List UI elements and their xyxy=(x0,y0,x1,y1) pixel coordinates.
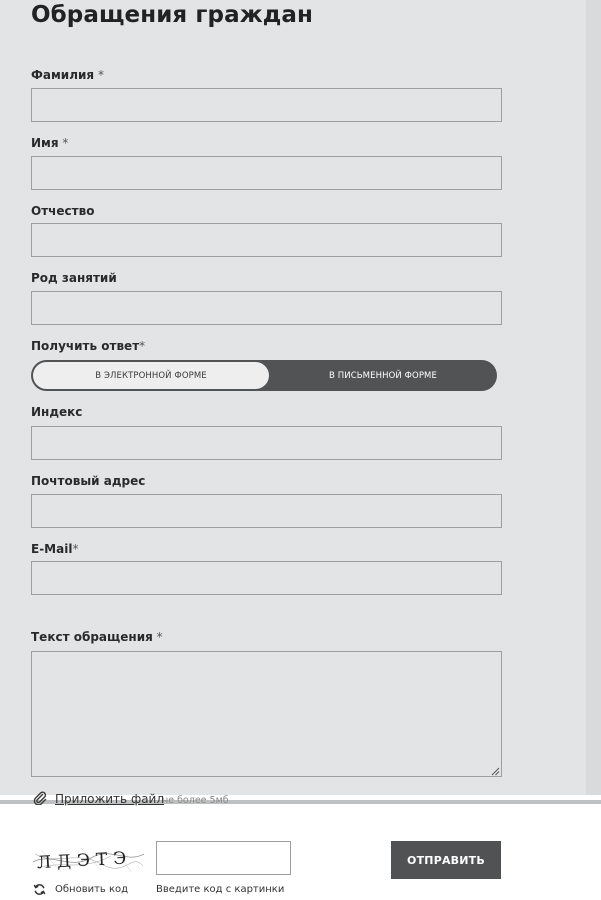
page-scroll-track xyxy=(586,0,601,795)
captcha-code-input[interactable] xyxy=(156,841,291,875)
resize-grip-icon[interactable] xyxy=(490,766,500,776)
email-input[interactable] xyxy=(31,561,502,595)
message-label: Текст обращения * xyxy=(31,630,163,644)
reply-method-toggle xyxy=(31,360,497,391)
submit-button[interactable]: ОТПРАВИТЬ xyxy=(391,841,501,879)
refresh-captcha-link[interactable]: Обновить код xyxy=(55,884,129,895)
patronymic-input[interactable] xyxy=(31,223,502,257)
occupation-input[interactable] xyxy=(31,291,502,325)
page-title: Обращения граждан xyxy=(31,2,313,28)
file-size-limit: не более 5мб xyxy=(162,795,229,806)
reply-electronic-option[interactable]: В ЭЛЕКТРОННОЙ ФОРМЕ xyxy=(33,362,269,389)
email-label: E-Mail* xyxy=(31,542,79,556)
required-mark: * xyxy=(139,339,146,353)
patronymic-label: Отчество xyxy=(31,204,95,218)
reply-method-label: Получить ответ* xyxy=(31,339,146,353)
captcha-image xyxy=(31,842,146,876)
attach-file-link[interactable]: Приложить файл xyxy=(55,792,165,806)
required-mark: * xyxy=(58,136,69,150)
refresh-icon[interactable] xyxy=(33,883,46,896)
postal-address-label: Почтовый адрес xyxy=(31,474,146,488)
surname-label: Фамилия * xyxy=(31,68,104,82)
surname-input[interactable] xyxy=(31,88,502,122)
index-label: Индекс xyxy=(31,405,83,419)
occupation-label: Род занятий xyxy=(31,271,117,285)
postal-address-input[interactable] xyxy=(31,494,502,528)
required-mark: * xyxy=(152,630,163,644)
captcha-text: ЛДЭТЭ xyxy=(36,848,133,874)
name-input[interactable] xyxy=(31,156,502,190)
required-mark: * xyxy=(94,68,104,82)
message-textarea[interactable] xyxy=(31,651,502,777)
required-mark: * xyxy=(72,542,79,556)
reply-written-option[interactable]: В ПИСЬМЕННОЙ ФОРМЕ xyxy=(329,370,437,381)
paperclip-icon[interactable] xyxy=(33,791,47,805)
captcha-hint: Введите код с картинки xyxy=(156,884,285,895)
name-label: Имя * xyxy=(31,136,69,150)
index-input[interactable] xyxy=(31,426,502,460)
